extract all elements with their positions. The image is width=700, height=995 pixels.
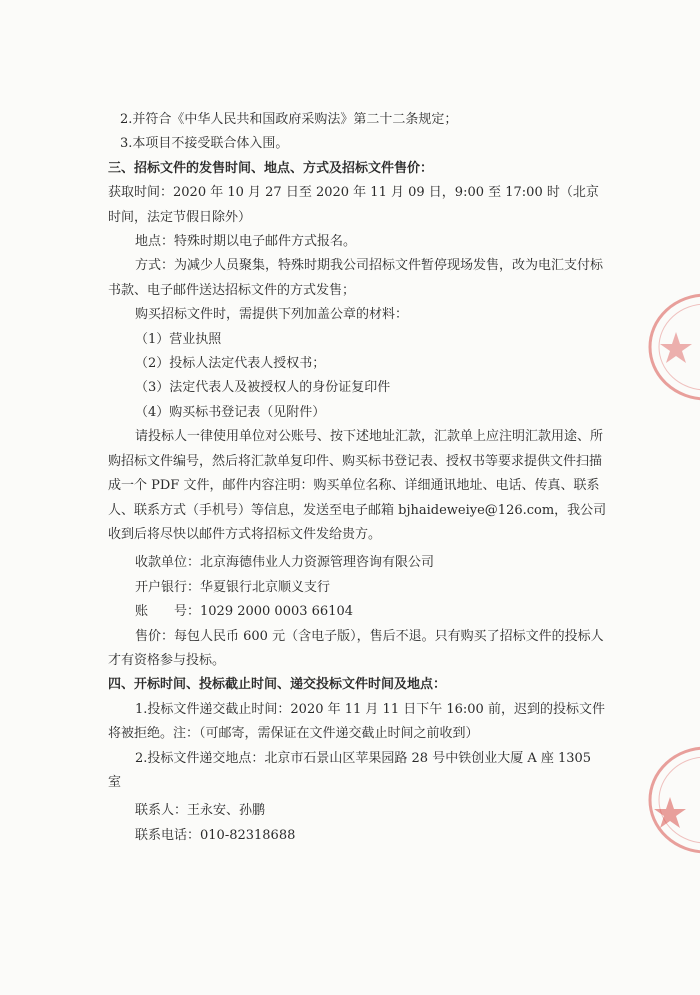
material-item: （3）法定代表人及被授权人的身份证复印件 (135, 380, 391, 396)
clause-line: 3.本项目不接受联合体入围。 (120, 136, 289, 152)
document-body (108, 108, 608, 848)
contact-line: 联系电话：010-82318688 (135, 827, 296, 843)
paragraph: 1.投标文件递交截止时间：2020 年 11 月 11 日下午 16:00 前，迟到的投标文件将被拒绝。注：（可邮寄，需保证在文件递交截止时间之前收到） (108, 701, 605, 742)
official-seal-icon (640, 745, 700, 855)
paragraph: 获取时间：2020 年 10 月 27 日至 2020 年 11 月 09 日，9:00 至 17:00 时（北京时间，法定节假日除外） (108, 185, 599, 225)
clause-line: 2.并符合《中华人民共和国政府采购法》第二十二条规定； (120, 112, 458, 127)
material-item: （1）营业执照 (135, 331, 222, 347)
payment-line: 收款单位：北京海德伟业人力资源管理咨询有限公司 (135, 555, 435, 571)
paragraph: 售价：每包人民币 600 元（含电子版），售后不退。只有购买了招标文件的投标人才有资格参与投标。 (108, 628, 604, 668)
official-seal-icon (640, 292, 700, 402)
payment-line: 账 号：1029 2000 0003 66104 (135, 604, 354, 620)
section-heading: 三、招标文件的发售时间、地点、方式及招标文件售价： (108, 160, 434, 176)
material-item: （2）投标人法定代表人授权书； (135, 356, 326, 372)
paragraph: 购买招标文件时，需提供下列加盖公章的材料： (135, 307, 409, 323)
material-item: （4）购买标书登记表（见附件） (135, 404, 326, 420)
section-heading: 四、开标时间、投标截止时间、递交投标文件时间及地点： (108, 677, 447, 693)
paragraph: 请投标人一律使用单位对公账号、按下述地址汇款，汇款单上应注明汇款用途、所购招标文件编号，然后将汇款单复印件、购买标书登记表、授权书等要求提供文件扫描成一个 PDF 文件，邮件内容注明：购买单位名称、详细通讯地址、电话、传真、联系人、联系方式（手机号）等信息，发送至电子邮箱 bjhaideweiye@126.com，我公司收到后将尽快以邮件方式将招标文件发给贵方。 (108, 429, 607, 542)
paragraph: 2.投标文件递交地点：北京市石景山区苹果园路 28 号中铁创业大厦 A 座 1305 室 (108, 750, 592, 790)
paragraph: 地点：特殊时期以电子邮件方式报名。 (135, 234, 357, 250)
paragraph: 方式：为减少人员聚集，特殊时期我公司招标文件暂停现场发售，改为电汇支付标书款、电子邮件送达招标文件的方式发售； (108, 258, 604, 298)
payment-line: 开户银行：华夏银行北京顺义支行 (135, 579, 331, 595)
contact-line: 联系人：王永安、孙鹏 (135, 803, 266, 819)
